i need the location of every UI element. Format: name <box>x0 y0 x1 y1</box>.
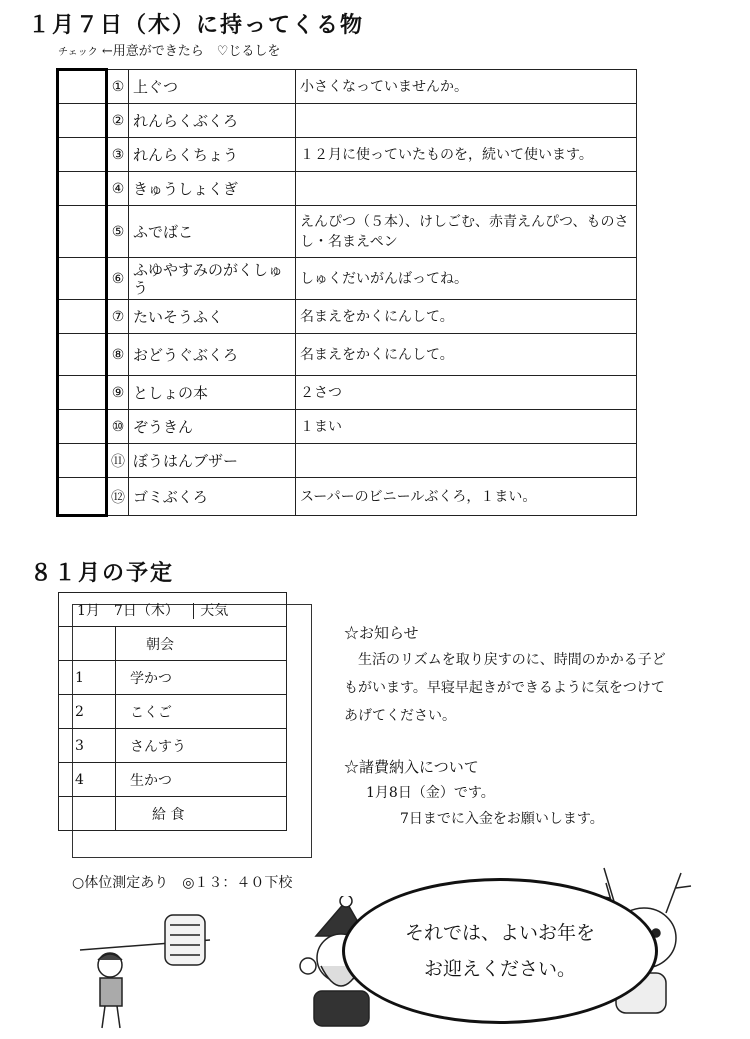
period-number: 2 <box>59 695 116 729</box>
period-subject: こくご <box>116 695 287 729</box>
fees-heading: ☆諸費納入について <box>344 758 479 776</box>
item-row <box>58 138 637 172</box>
item-name: ぞうきん <box>129 410 296 444</box>
period-number: 4 <box>59 763 116 797</box>
check-box[interactable] <box>58 104 107 138</box>
item-row <box>58 206 637 258</box>
item-note <box>296 444 637 478</box>
item-note: １まい <box>296 410 637 444</box>
item-name: としょの本 <box>129 376 296 410</box>
item-row <box>58 334 637 376</box>
check-box[interactable] <box>58 70 107 104</box>
check-box[interactable] <box>58 478 107 516</box>
item-name: ぼうはんブザー <box>129 444 296 478</box>
period-subject: 生かつ <box>116 763 287 797</box>
check-box[interactable] <box>58 138 107 172</box>
schedule-table <box>58 592 287 831</box>
period-row <box>59 763 287 797</box>
period-subject: さんすう <box>116 729 287 763</box>
item-number: ① <box>107 70 129 104</box>
item-number: ④ <box>107 172 129 206</box>
item-note: 名まえをかくにんして。 <box>296 334 637 376</box>
item-note: 小さくなっていませんか。 <box>296 70 637 104</box>
item-number: ⑤ <box>107 206 129 258</box>
morning-assembly: 朝会 <box>116 627 287 661</box>
child-illustration <box>70 910 220 1035</box>
notice-body: 生活のリズムを取り戻すのに、時間のかかる子どもがいます。早寝早起きができるように気をつけてあげてください。 <box>344 652 666 724</box>
item-row <box>58 300 637 334</box>
item-name: きゅうしょくぎ <box>129 172 296 206</box>
item-number: ⑧ <box>107 334 129 376</box>
check-box[interactable] <box>58 334 107 376</box>
message-line-1: それでは、よいお年を <box>404 922 595 944</box>
item-number: ⑦ <box>107 300 129 334</box>
item-note: 名まえをかくにんして。 <box>296 300 637 334</box>
item-name: ふゆやすみのがくしゅう <box>129 258 296 300</box>
check-label: チェック <box>58 47 98 58</box>
item-row <box>58 104 637 138</box>
period-number: 3 <box>59 729 116 763</box>
item-row <box>58 376 637 410</box>
schedule-date-cell <box>59 593 287 627</box>
check-box[interactable] <box>58 300 107 334</box>
period-number: 1 <box>59 661 116 695</box>
period-row <box>59 695 287 729</box>
schedule-footnote: ○体位測定あり ◎１３：４０下校 <box>72 875 293 891</box>
check-box[interactable] <box>58 172 107 206</box>
item-name: れんらくぶくろ <box>129 104 296 138</box>
item-row <box>58 258 637 300</box>
item-number: ⑪ <box>107 444 129 478</box>
period-subject: 学かつ <box>116 661 287 695</box>
fees-date: 1月8日（金）です。 <box>366 785 495 801</box>
item-row <box>58 172 637 206</box>
check-box[interactable] <box>58 206 107 258</box>
item-row <box>58 444 637 478</box>
check-box[interactable] <box>58 410 107 444</box>
fees-deadline: 7日までに入金をお願いします。 <box>400 811 604 827</box>
period-row <box>59 729 287 763</box>
item-name: ゴミぶくろ <box>129 478 296 516</box>
item-number: ⑩ <box>107 410 129 444</box>
instruction-text: ←用意ができたら ♡じるしを <box>101 44 281 59</box>
items-table <box>56 68 637 517</box>
item-note <box>296 172 637 206</box>
item-row <box>58 70 637 104</box>
item-note: えんぴつ（５本）、けしごむ、赤青えんぴつ、ものさし・名まえペン <box>296 206 637 258</box>
item-name: 上ぐつ <box>129 70 296 104</box>
item-note: しゅくだいがんばってね。 <box>296 258 637 300</box>
weather-label: 天気 <box>193 603 228 619</box>
item-name: れんらくちょう <box>129 138 296 172</box>
item-number: ② <box>107 104 129 138</box>
item-name: おどうぐぶくろ <box>129 334 296 376</box>
notice-heading: ☆お知らせ <box>344 624 419 642</box>
page-title: １月７日（木）に持ってくる物 <box>28 13 365 38</box>
item-name: たいそうふく <box>129 300 296 334</box>
instruction-line <box>58 40 280 59</box>
item-note: ２さつ <box>296 376 637 410</box>
item-number: ⑨ <box>107 376 129 410</box>
item-note <box>296 104 637 138</box>
item-number: ③ <box>107 138 129 172</box>
item-row <box>58 478 637 516</box>
period-row <box>59 661 287 695</box>
item-number: ⑫ <box>107 478 129 516</box>
lunch-num <box>59 797 116 831</box>
check-box[interactable] <box>58 258 107 300</box>
schedule-title: ８１月の予定 <box>30 561 175 586</box>
check-box[interactable] <box>58 376 107 410</box>
notice-section <box>344 620 674 832</box>
item-number: ⑥ <box>107 258 129 300</box>
check-box[interactable] <box>58 444 107 478</box>
morning-num <box>59 627 116 661</box>
item-note: １２月に使っていたものを，続いて使います。 <box>296 138 637 172</box>
new-year-message <box>342 878 658 1024</box>
item-name: ふでばこ <box>129 206 296 258</box>
schedule-date: 1月 7日（木） <box>77 602 179 619</box>
item-row <box>58 410 637 444</box>
item-note: スーパーのビニールぶくろ，１まい。 <box>296 478 637 516</box>
lunch-cell: 給 食 <box>116 797 287 831</box>
message-line-2: お迎えください。 <box>423 958 576 980</box>
